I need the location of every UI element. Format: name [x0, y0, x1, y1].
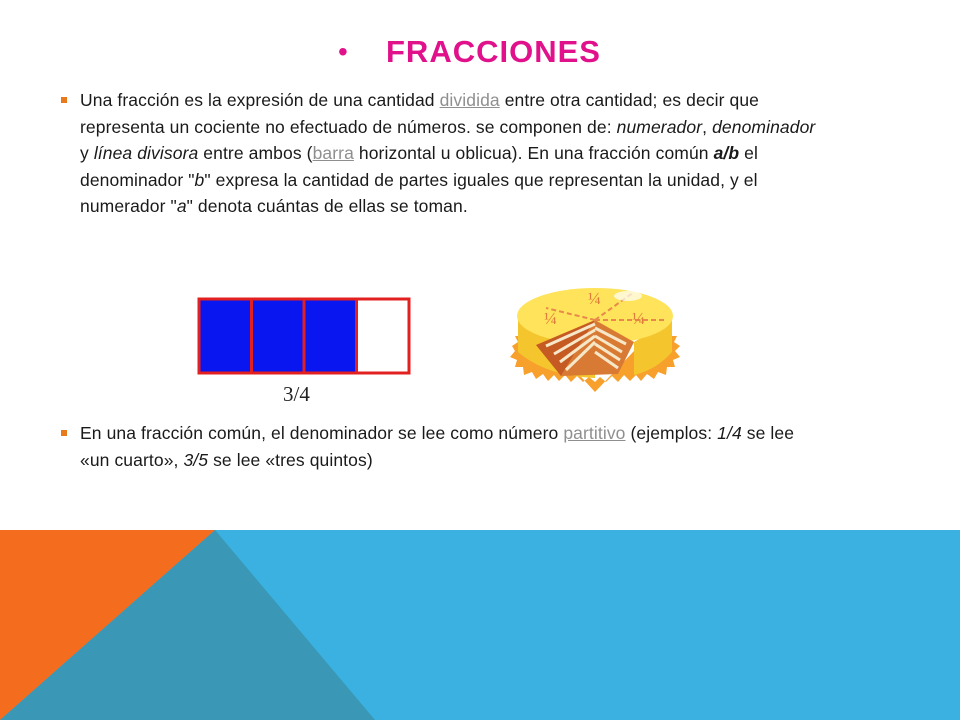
link-barra[interactable]: barra [312, 143, 354, 163]
fraction-bar-diagram [196, 296, 412, 376]
slide-title: FRACCIONES [386, 34, 601, 69]
square-bullet-icon [61, 430, 67, 436]
term-a-over-b: a/b [713, 143, 740, 163]
text-segment: (ejemplos: [625, 423, 718, 443]
footer-decoration [0, 530, 960, 720]
text-segment: Una fracción es la expresión de una cantidad [80, 90, 440, 110]
term-denominador: denominador [712, 116, 816, 137]
cake-image [506, 280, 684, 396]
link-partitivo[interactable]: partitivo [563, 423, 626, 443]
bar-segment-empty [357, 299, 410, 373]
text-segment: En una fracción común, el denominador se lee como número [80, 423, 564, 443]
example-3-5: 3/5 [183, 449, 209, 470]
text-segment: entre otra cantidad; es decir que representa un cociente no efectuado de números. se componen de: [80, 90, 760, 137]
link-dividida[interactable]: dividida [439, 90, 500, 110]
cake-slice-label-2: ¼ [544, 309, 557, 328]
cake-slice-label-3: ¼ [632, 309, 645, 328]
paragraph-reading [80, 420, 825, 473]
example-1-4: 1/4 [717, 423, 742, 443]
term-a: a [176, 196, 187, 216]
text-segment: se lee «tres quintos) [208, 449, 373, 470]
bar-segment-filled [252, 299, 305, 373]
text-segment: , [702, 116, 713, 137]
fraction-bar-label: 3/4 [283, 382, 310, 406]
square-bullet-icon [61, 97, 67, 103]
title-bullet: • [338, 36, 348, 67]
slide-title-row [0, 32, 960, 72]
text-segment: " expresa la cantidad de partes iguales que representan la unidad, y el numerador " [80, 169, 758, 216]
cake-highlight [614, 291, 642, 301]
cake-slice-label-1: ¼ [588, 289, 601, 308]
term-b: b [194, 169, 205, 190]
paragraph-definition [80, 87, 825, 220]
text-segment: y [80, 143, 94, 163]
text-segment: se lee «un cuarto», [80, 423, 795, 470]
text-segment: entre ambos ( [198, 143, 313, 163]
term-linea-divisora: línea divisora [93, 143, 199, 163]
text-segment: el denominador " [80, 143, 758, 190]
text-segment: " denota cuántas de ellas se toman. [186, 196, 468, 216]
bar-segment-filled [304, 299, 357, 373]
text-segment: horizontal u oblicua). En una fracción común [353, 143, 714, 163]
term-numerador: numerador [616, 116, 703, 137]
bar-segment-filled [199, 299, 252, 373]
